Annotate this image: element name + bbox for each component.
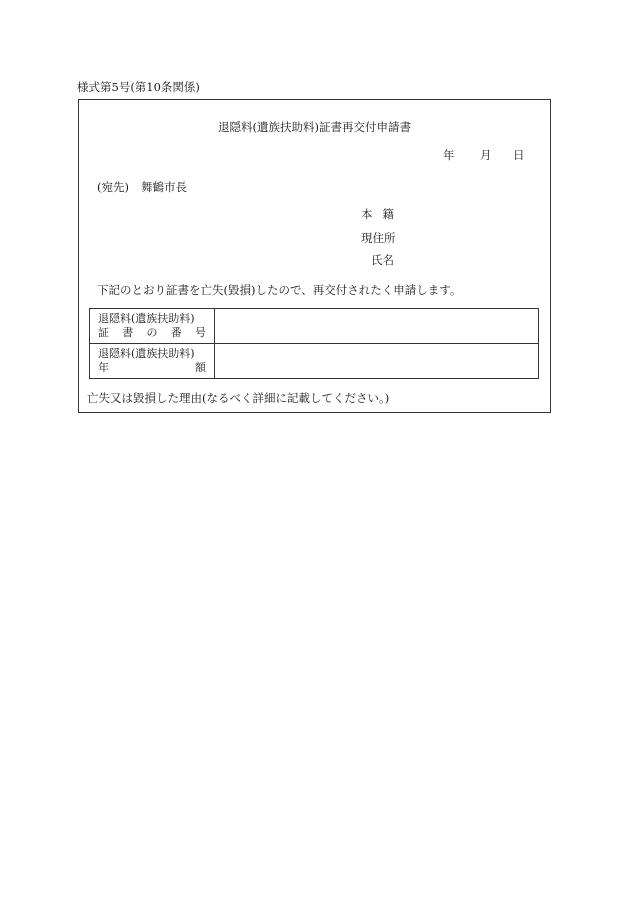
label-line: 証書の番号 <box>98 326 206 339</box>
table-row <box>90 344 539 379</box>
certificate-number-label <box>90 309 215 344</box>
date-day-label: 日 <box>513 148 525 162</box>
applicant-name-label: 氏名 <box>371 253 394 267</box>
applicant-address-label: 現住所 <box>361 231 396 245</box>
certificate-info-table <box>89 308 539 379</box>
label-line: 退隠料(遺族扶助料) <box>98 312 195 325</box>
addressee-name: 舞鶴市長 <box>140 180 187 194</box>
request-statement: 下記のとおり証書を亡失(毀損)したので、再交付されたく申請します。 <box>97 283 462 297</box>
date-year-label: 年 <box>443 148 455 162</box>
addressee <box>97 179 187 195</box>
date-month-label: 月 <box>480 148 492 162</box>
annual-amount-label <box>90 344 215 379</box>
loss-reason-label: 亡失又は毀損した理由(なるべく詳細に記載してください。) <box>87 391 390 405</box>
applicant-domicile-label: 本籍 <box>361 207 404 221</box>
form-number-label: 様式第5号(第10条関係) <box>77 80 200 94</box>
table-row <box>90 309 539 344</box>
form-title: 退隠料(遺族扶助料)証書再交付申請書 <box>218 120 411 134</box>
application-form-frame <box>78 99 551 413</box>
certificate-number-field[interactable] <box>215 309 539 344</box>
label-line: 退隠料(遺族扶助料) <box>98 347 195 360</box>
label-line: 年額 <box>98 361 206 374</box>
addressee-prefix: (宛先) <box>97 180 129 194</box>
annual-amount-field[interactable] <box>215 344 539 379</box>
